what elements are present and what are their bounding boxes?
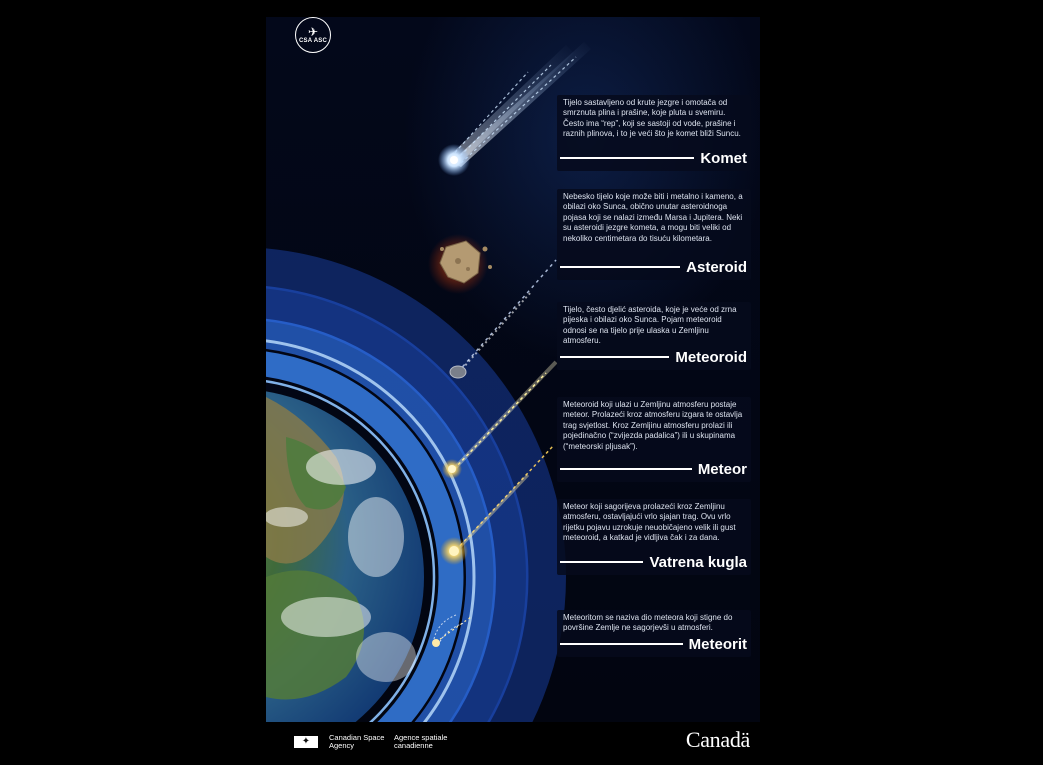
vatrena-kugla-description: Meteor koji sagorijeva prolazeći kroz Zemljinu atmosferu, ostavljajući vrlo sjajan trag. Ovu vrlo rijetku pojavu uzrokuje neuobičajeno velik ili gust meteoroid, a katkad je vidljiva čak i za dana. — [563, 502, 736, 543]
agency-name-fr: Agence spatiale canadienne — [394, 733, 448, 750]
infographic-poster — [266, 17, 760, 722]
title-rule — [560, 157, 694, 159]
info-panel-asteroid — [557, 189, 751, 280]
asteroid-illustration — [428, 234, 492, 294]
info-panel-meteoroid — [557, 302, 751, 370]
title-rule — [560, 266, 680, 268]
csa-asc-logo-icon: ✈ — [307, 25, 319, 39]
komet-title: Komet — [700, 149, 747, 167]
logo-text: CSA ASC — [299, 38, 327, 44]
agency-name-en: Canadian Space Agency — [329, 733, 385, 750]
canada-wordmark: Canadä — [685, 727, 750, 752]
asteroid-title: Asteroid — [686, 258, 747, 276]
info-panel-komet — [557, 95, 751, 171]
footer — [266, 722, 760, 765]
info-panel-meteorit — [557, 610, 751, 657]
title-rule — [560, 356, 669, 358]
meteoroid-description: Tijelo, često djelić asteroida, koje je veće od zrna pijeska i obilazi oko Sunca. Pojam meteoroid odnosi se na tijelo prije ulaska u Zemljinu atmosferu. — [563, 305, 737, 346]
info-panel-meteor — [557, 397, 751, 482]
title-rule — [560, 468, 692, 470]
info-panel-vatrena-kugla — [557, 499, 751, 575]
csa-asc-logo — [295, 17, 331, 53]
asteroid-description: Nebesko tijelo koje može biti i metalno i kameno, a obilazi oko Sunca, obično unutar asteroidnoga pojasa koji se nalazi između Marsa i Jupitera. Neki su asteroidi jezgre kometa, a mogu biti veliki od nekoliko centimetara do tisuću kilometara. — [563, 192, 743, 243]
canada-flag-icon: ✦ — [294, 736, 318, 748]
meteorit-title: Meteorit — [688, 635, 747, 653]
title-rule — [560, 643, 683, 645]
vatrena-kugla-title: Vatrena kugla — [649, 553, 747, 571]
meteor-title: Meteor — [697, 460, 747, 478]
meteorit-description: Meteoritom se naziva dio meteora koji stigne do površine Zemlje ne sagorjevši u atmosferi. — [563, 613, 733, 633]
meteor-description: Meteoroid koji ulazi u Zemljinu atmosferu postaje meteor. Prolazeći kroz atmosferu izgara te ostavlja trag svjetlost. Kroz Zemljinu atmosferu prolazi ili pojedinačno (“zvijezda padalica”) ili u skupinama (“meteorski pljusak”). — [563, 400, 743, 451]
meteoroid-title: Meteoroid — [675, 348, 747, 366]
title-rule — [560, 561, 643, 563]
komet-description: Tijelo sastavljeno od krute jezgre i omotača od smrznuta plina i prašine, koje pluta u svemiru. Često ima “rep”, koji se sastoji od vode, prašine i raznih plinova, i to je veći što je komet bliži Suncu. — [563, 98, 741, 139]
